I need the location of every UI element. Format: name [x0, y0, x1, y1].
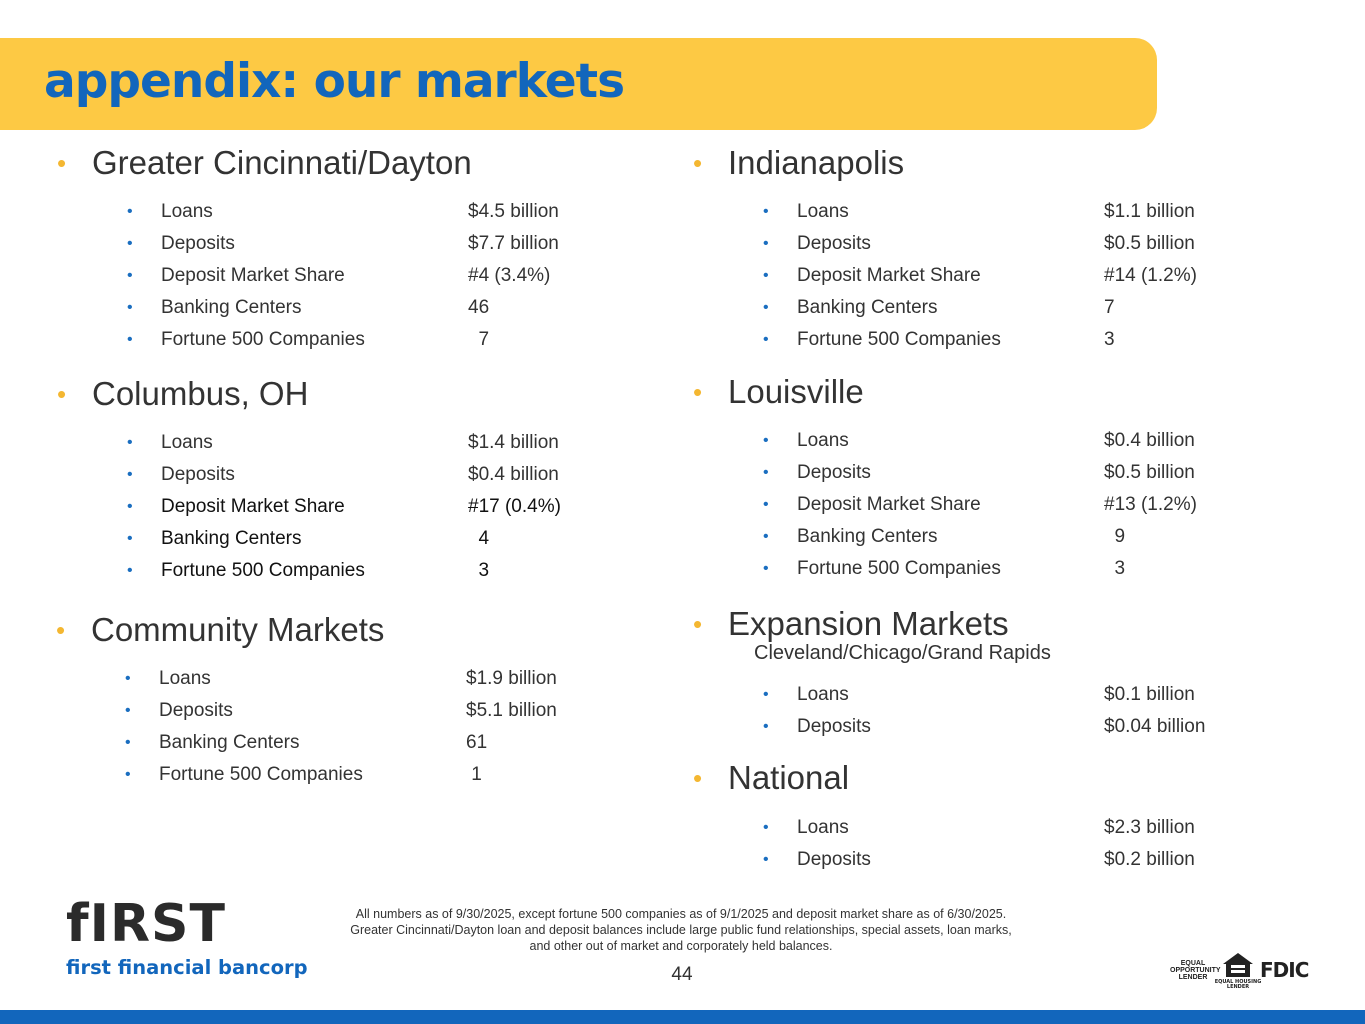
- row-value: $5.1 billion: [466, 700, 557, 721]
- row-value: $1.4 billion: [468, 432, 559, 453]
- list-item: [127, 196, 559, 228]
- bullet-icon: •: [125, 670, 131, 687]
- regulatory-badges: [1170, 952, 1308, 988]
- bullet-icon: •: [763, 267, 769, 284]
- row-value: 3: [1104, 558, 1126, 579]
- list-item: [125, 759, 482, 791]
- bullet-icon: •: [127, 434, 133, 451]
- list-item: [763, 521, 1125, 553]
- row-value: 61: [466, 732, 488, 753]
- list-item: [763, 711, 1205, 743]
- svg-text:EQUAL HOUSING: EQUAL HOUSING: [1214, 979, 1262, 985]
- footnote-line: and other out of market and corporately held balances.: [529, 939, 833, 953]
- title-banner: [0, 38, 1157, 130]
- list-item: [127, 459, 559, 491]
- list-item: [763, 324, 1115, 356]
- row-label: Loans: [797, 430, 849, 451]
- bullet-icon: •: [763, 235, 769, 252]
- bullet-icon: •: [127, 267, 133, 284]
- list-item: [125, 727, 487, 759]
- section-title: Louisville: [728, 373, 864, 410]
- row-label: Banking Centers: [797, 297, 938, 318]
- bottom-bar: [0, 1010, 1365, 1024]
- list-item: [127, 260, 550, 292]
- section-title: Indianapolis: [728, 144, 905, 181]
- row-label: Fortune 500 Companies: [161, 560, 365, 581]
- bullet-icon: •: [763, 464, 769, 481]
- company-logo: [66, 896, 308, 979]
- bullet-icon: •: [693, 148, 703, 178]
- row-label: Banking Centers: [161, 297, 302, 318]
- bullet-icon: •: [763, 718, 769, 735]
- bullet-icon: •: [693, 377, 703, 407]
- page-title: appendix: our markets: [44, 54, 625, 109]
- row-value: $1.9 billion: [466, 668, 557, 689]
- row-value: 46: [468, 297, 490, 318]
- row-label: Banking Centers: [797, 526, 938, 547]
- row-label: Fortune 500 Companies: [159, 764, 363, 785]
- section-title: Columbus, OH: [92, 375, 309, 412]
- bullet-icon: •: [127, 562, 133, 579]
- list-item: [127, 427, 559, 459]
- bullet-icon: •: [57, 148, 67, 178]
- footnote-line: All numbers as of 9/30/2025, except fortune 500 companies as of 9/1/2025 and deposit market share as of 6/30/2025.: [355, 907, 1007, 921]
- bullet-icon: •: [127, 299, 133, 316]
- bullet-icon: •: [125, 766, 131, 783]
- bullet-icon: •: [763, 851, 769, 868]
- row-value: $0.2 billion: [1104, 849, 1195, 870]
- fdic-logo: FDIC: [1260, 958, 1309, 982]
- bullet-icon: •: [763, 528, 769, 545]
- row-label: Loans: [797, 817, 849, 838]
- row-value: $0.4 billion: [1104, 430, 1195, 451]
- bullet-icon: •: [763, 203, 769, 220]
- row-value: #17 (0.4%): [468, 496, 561, 517]
- bullet-icon: •: [763, 331, 769, 348]
- bullet-icon: •: [125, 702, 131, 719]
- row-label: Deposit Market Share: [797, 265, 981, 286]
- row-label: Fortune 500 Companies: [161, 329, 365, 350]
- row-label: Deposits: [161, 464, 235, 485]
- bullet-icon: •: [763, 432, 769, 449]
- list-item: [763, 425, 1195, 457]
- section-indianapolis: [693, 143, 1197, 350]
- bullet-icon: •: [763, 560, 769, 577]
- row-label: Loans: [797, 684, 849, 705]
- list-item: [763, 812, 1195, 844]
- row-label: Deposits: [797, 462, 871, 483]
- row-value: $7.7 billion: [468, 233, 559, 254]
- section-cincinnati: [57, 143, 559, 350]
- row-value: #14 (1.2%): [1104, 265, 1197, 286]
- row-label: Banking Centers: [159, 732, 300, 753]
- section-national: [693, 758, 1195, 870]
- bullet-icon: •: [127, 203, 133, 220]
- row-label: Deposits: [159, 700, 233, 721]
- list-item: [763, 260, 1197, 292]
- row-label: Loans: [797, 201, 849, 222]
- row-value: 1: [466, 764, 482, 785]
- bullet-icon: •: [127, 235, 133, 252]
- list-item: [127, 324, 489, 356]
- bullet-icon: •: [763, 819, 769, 836]
- row-value: 7: [1104, 297, 1115, 318]
- row-label: Banking Centers: [161, 528, 302, 549]
- row-label: Fortune 500 Companies: [797, 558, 1001, 579]
- row-label: Deposit Market Share: [797, 494, 981, 515]
- section-expansion: [693, 604, 1206, 737]
- section-louisville: [693, 372, 1197, 579]
- bullet-icon: •: [127, 498, 133, 515]
- row-value: 7: [468, 329, 490, 350]
- row-value: $0.5 billion: [1104, 462, 1195, 483]
- row-label: Deposits: [161, 233, 235, 254]
- list-item: [127, 491, 561, 523]
- bullet-icon: •: [763, 496, 769, 513]
- list-item: [763, 196, 1195, 228]
- list-item: [763, 553, 1125, 585]
- section-community: [56, 610, 557, 785]
- bullet-icon: •: [693, 609, 703, 639]
- section-title: Expansion Markets: [728, 605, 1009, 642]
- bullet-icon: •: [763, 686, 769, 703]
- row-value: $1.1 billion: [1104, 201, 1195, 222]
- logo-mark: fIRST: [66, 894, 226, 954]
- row-label: Deposit Market Share: [161, 265, 345, 286]
- list-item: [763, 489, 1197, 521]
- row-label: Loans: [159, 668, 211, 689]
- row-label: Loans: [161, 201, 213, 222]
- bullet-icon: •: [56, 615, 66, 645]
- section-title: Community Markets: [91, 611, 385, 648]
- list-item: [763, 292, 1115, 324]
- bullet-icon: •: [127, 331, 133, 348]
- row-value: 3: [468, 560, 490, 581]
- bullet-icon: •: [693, 763, 703, 793]
- row-value: $0.1 billion: [1104, 684, 1195, 705]
- list-item: [127, 523, 489, 555]
- section-columbus: [57, 374, 561, 581]
- bullet-icon: •: [125, 734, 131, 751]
- bullet-icon: •: [127, 530, 133, 547]
- logo-name: first financial bancorp: [66, 956, 308, 979]
- row-label: Loans: [161, 432, 213, 453]
- list-item: [125, 695, 557, 727]
- row-value: $4.5 billion: [468, 201, 559, 222]
- equal-housing-icon: [1214, 952, 1262, 990]
- row-label: Fortune 500 Companies: [797, 329, 1001, 350]
- footnote: [322, 906, 1040, 954]
- row-value: $0.04 billion: [1104, 716, 1206, 737]
- bullet-icon: •: [127, 466, 133, 483]
- row-value: 3: [1104, 329, 1115, 350]
- row-value: 9: [1104, 526, 1126, 547]
- svg-text:LENDER: LENDER: [1226, 984, 1250, 990]
- row-label: Deposits: [797, 233, 871, 254]
- footnote-line: Greater Cincinnati/Dayton loan and deposit balances include large public fund relationships, special assets, loan marks,: [350, 923, 1012, 937]
- row-value: #13 (1.2%): [1104, 494, 1197, 515]
- list-item: [127, 555, 489, 587]
- row-value: $2.3 billion: [1104, 817, 1195, 838]
- section-subtitle: Cleveland/Chicago/Grand Rapids: [754, 642, 1051, 664]
- section-title: National: [728, 759, 850, 796]
- row-value: #4 (3.4%): [468, 265, 551, 286]
- equal-opportunity-lender-badge: EQUAL OPPORTUNITY LENDER: [1170, 959, 1221, 981]
- row-value: $0.5 billion: [1104, 233, 1195, 254]
- list-item: [127, 228, 559, 260]
- row-value: 4: [468, 528, 490, 549]
- list-item: [127, 292, 489, 324]
- bullet-icon: •: [57, 379, 67, 409]
- row-label: Deposits: [797, 716, 871, 737]
- section-title: Greater Cincinnati/Dayton: [92, 144, 472, 181]
- row-value: $0.4 billion: [468, 464, 559, 485]
- list-item: [763, 679, 1195, 711]
- page-number: 44: [671, 964, 693, 985]
- bullet-icon: •: [763, 299, 769, 316]
- row-label: Deposits: [797, 849, 871, 870]
- list-item: [125, 663, 557, 695]
- list-item: [763, 457, 1195, 489]
- list-item: [763, 228, 1195, 260]
- list-item: [763, 844, 1195, 876]
- row-label: Deposit Market Share: [161, 496, 345, 517]
